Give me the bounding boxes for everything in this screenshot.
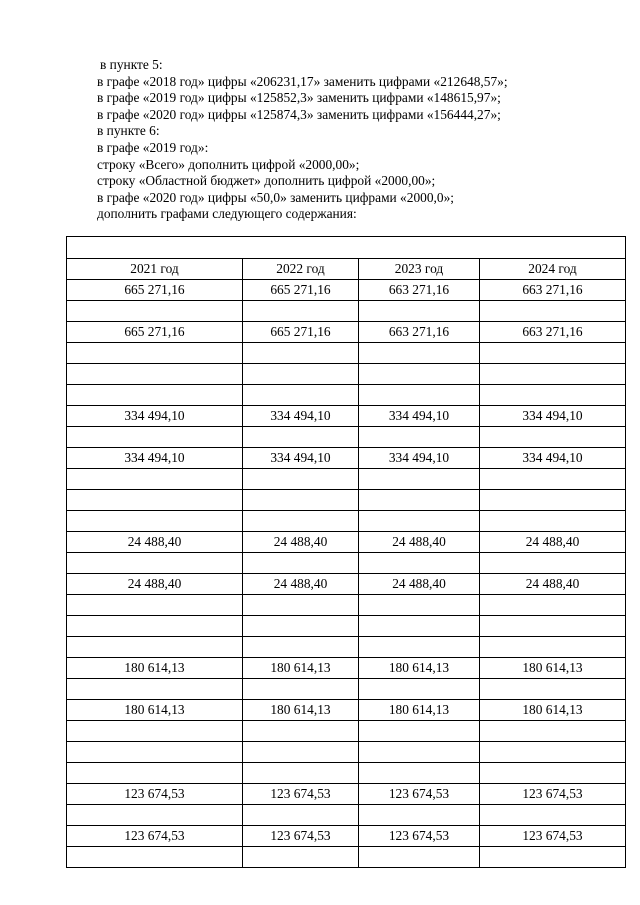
table-cell: 180 614,13 [480,658,626,679]
table-cell [359,343,480,364]
table-cell [359,469,480,490]
table-top-row [67,237,626,259]
text-line: строку «Областной бюджет» дополнить цифрой «2000,00»; [97,173,436,189]
table-cell [480,364,626,385]
table-cell [480,490,626,511]
table-cell [243,721,359,742]
table-cell [67,847,243,868]
table-cell [243,679,359,700]
table-cell [359,805,480,826]
table-cell [480,427,626,448]
table-cell: 180 614,13 [359,658,480,679]
table-cell [359,301,480,322]
table-cell [67,553,243,574]
table-cell: 180 614,13 [359,700,480,721]
table-row [67,616,626,637]
table-cell [359,637,480,658]
table-cell [67,301,243,322]
table-cell: 663 271,16 [359,280,480,301]
table-cell [480,847,626,868]
table-cell [67,679,243,700]
table-cell [480,637,626,658]
table-row [67,574,626,595]
table-cell: 665 271,16 [67,322,243,343]
table-cell [243,385,359,406]
table-cell [359,553,480,574]
table-row [67,406,626,427]
table-cell: 180 614,13 [67,700,243,721]
table-cell: 665 271,16 [243,322,359,343]
table-cell [243,511,359,532]
table-cell: 123 674,53 [359,784,480,805]
text-line: в графе «2020 год» цифры «125874,3» заменить цифрами «156444,27»; [97,106,501,122]
text-line: в пункте 6: [97,123,160,139]
table-cell: 663 271,16 [359,322,480,343]
table-top-cell [67,237,626,259]
table-row [67,763,626,784]
text-line: дополнить графами следующего содержания: [97,206,357,222]
table-cell [243,805,359,826]
table-cell [67,763,243,784]
text-line: в графе «2020 год» цифры «50,0» заменить цифрами «2000,0»; [97,189,454,205]
table-cell: 123 674,53 [67,784,243,805]
table-cell [67,364,243,385]
table-cell: 24 488,40 [243,532,359,553]
column-header: 2021 год [67,259,243,280]
text-line: строку «Всего» дополнить цифрой «2000,00»; [97,156,360,172]
table-cell [243,490,359,511]
table-cell: 24 488,40 [480,532,626,553]
table-cell: 663 271,16 [480,280,626,301]
table-cell [359,385,480,406]
table-row [67,742,626,763]
table-row [67,721,626,742]
text-line: в графе «2019 год»: [97,139,209,155]
table-cell [480,469,626,490]
table-cell [359,595,480,616]
table-row [67,364,626,385]
table-cell [359,616,480,637]
table-cell [359,364,480,385]
text-line: в графе «2019 год» цифры «125852,3» заменить цифрами «148615,97»; [97,90,501,106]
table-cell [67,490,243,511]
table-cell [359,679,480,700]
table-cell: 24 488,40 [243,574,359,595]
table-cell: 24 488,40 [359,532,480,553]
table-cell [67,595,243,616]
table-cell: 123 674,53 [480,784,626,805]
table-cell [67,742,243,763]
table-row [67,679,626,700]
table-cell [359,742,480,763]
table-cell [480,763,626,784]
table-cell: 334 494,10 [67,406,243,427]
amendment-text [97,57,508,223]
table-cell: 334 494,10 [359,406,480,427]
table-row [67,700,626,721]
table-cell: 665 271,16 [67,280,243,301]
table-cell [243,301,359,322]
table-row [67,595,626,616]
table-cell [359,763,480,784]
table-cell: 24 488,40 [480,574,626,595]
table-cell [243,343,359,364]
table-row [67,385,626,406]
text-line: в пункте 5: [100,57,163,72]
table-cell [243,847,359,868]
table-cell: 123 674,53 [67,826,243,847]
table-row [67,301,626,322]
table-cell [67,469,243,490]
table-row [67,490,626,511]
table-cell [480,385,626,406]
table-cell: 123 674,53 [243,784,359,805]
table-cell: 180 614,13 [67,658,243,679]
table-row [67,469,626,490]
table-header-row [67,259,626,280]
table-cell: 334 494,10 [480,448,626,469]
table-cell: 334 494,10 [480,406,626,427]
table-cell [359,511,480,532]
table-cell [243,616,359,637]
table-cell [243,364,359,385]
table-cell [67,385,243,406]
table-cell [243,637,359,658]
table-cell [480,511,626,532]
table-cell [243,553,359,574]
table-row [67,280,626,301]
table-cell: 334 494,10 [243,448,359,469]
table-cell [480,553,626,574]
table-cell [67,427,243,448]
table-row [67,343,626,364]
table-cell [359,847,480,868]
table-cell [480,616,626,637]
table-cell: 334 494,10 [243,406,359,427]
table-cell: 24 488,40 [67,532,243,553]
table-cell [359,490,480,511]
table-cell: 123 674,53 [480,826,626,847]
table-cell [480,679,626,700]
table-cell [243,595,359,616]
column-header: 2024 год [480,259,626,280]
table-cell [480,805,626,826]
table-row [67,427,626,448]
table-cell: 123 674,53 [243,826,359,847]
table-cell [67,721,243,742]
table-cell: 334 494,10 [67,448,243,469]
table-cell: 180 614,13 [243,658,359,679]
table-cell [359,427,480,448]
table-row [67,532,626,553]
table-cell [243,427,359,448]
table-cell: 123 674,53 [359,826,480,847]
table-row [67,511,626,532]
table-row [67,658,626,679]
table-cell [480,301,626,322]
table-cell: 334 494,10 [359,448,480,469]
table-cell [67,343,243,364]
table-row [67,553,626,574]
text-line: в графе «2018 год» цифры «206231,17» заменить цифрами «212648,57»; [97,73,508,89]
table-cell: 665 271,16 [243,280,359,301]
table-cell: 663 271,16 [480,322,626,343]
column-header: 2023 год [359,259,480,280]
table-cell [243,742,359,763]
table-cell [67,637,243,658]
table-cell [480,595,626,616]
table-cell [359,721,480,742]
table-cell [480,742,626,763]
table-cell [480,721,626,742]
table-cell: 180 614,13 [243,700,359,721]
table-cell: 180 614,13 [480,700,626,721]
table-cell [67,805,243,826]
table-cell [67,511,243,532]
table-row [67,805,626,826]
table-row [67,322,626,343]
column-header: 2022 год [243,259,359,280]
table-cell [243,763,359,784]
budget-table [66,236,626,868]
table-row [67,637,626,658]
table-cell: 24 488,40 [359,574,480,595]
table-cell: 24 488,40 [67,574,243,595]
table-cell [243,469,359,490]
table-cell [67,616,243,637]
table-row [67,448,626,469]
table-row [67,784,626,805]
table-cell [480,343,626,364]
table-row [67,826,626,847]
table-row [67,847,626,868]
